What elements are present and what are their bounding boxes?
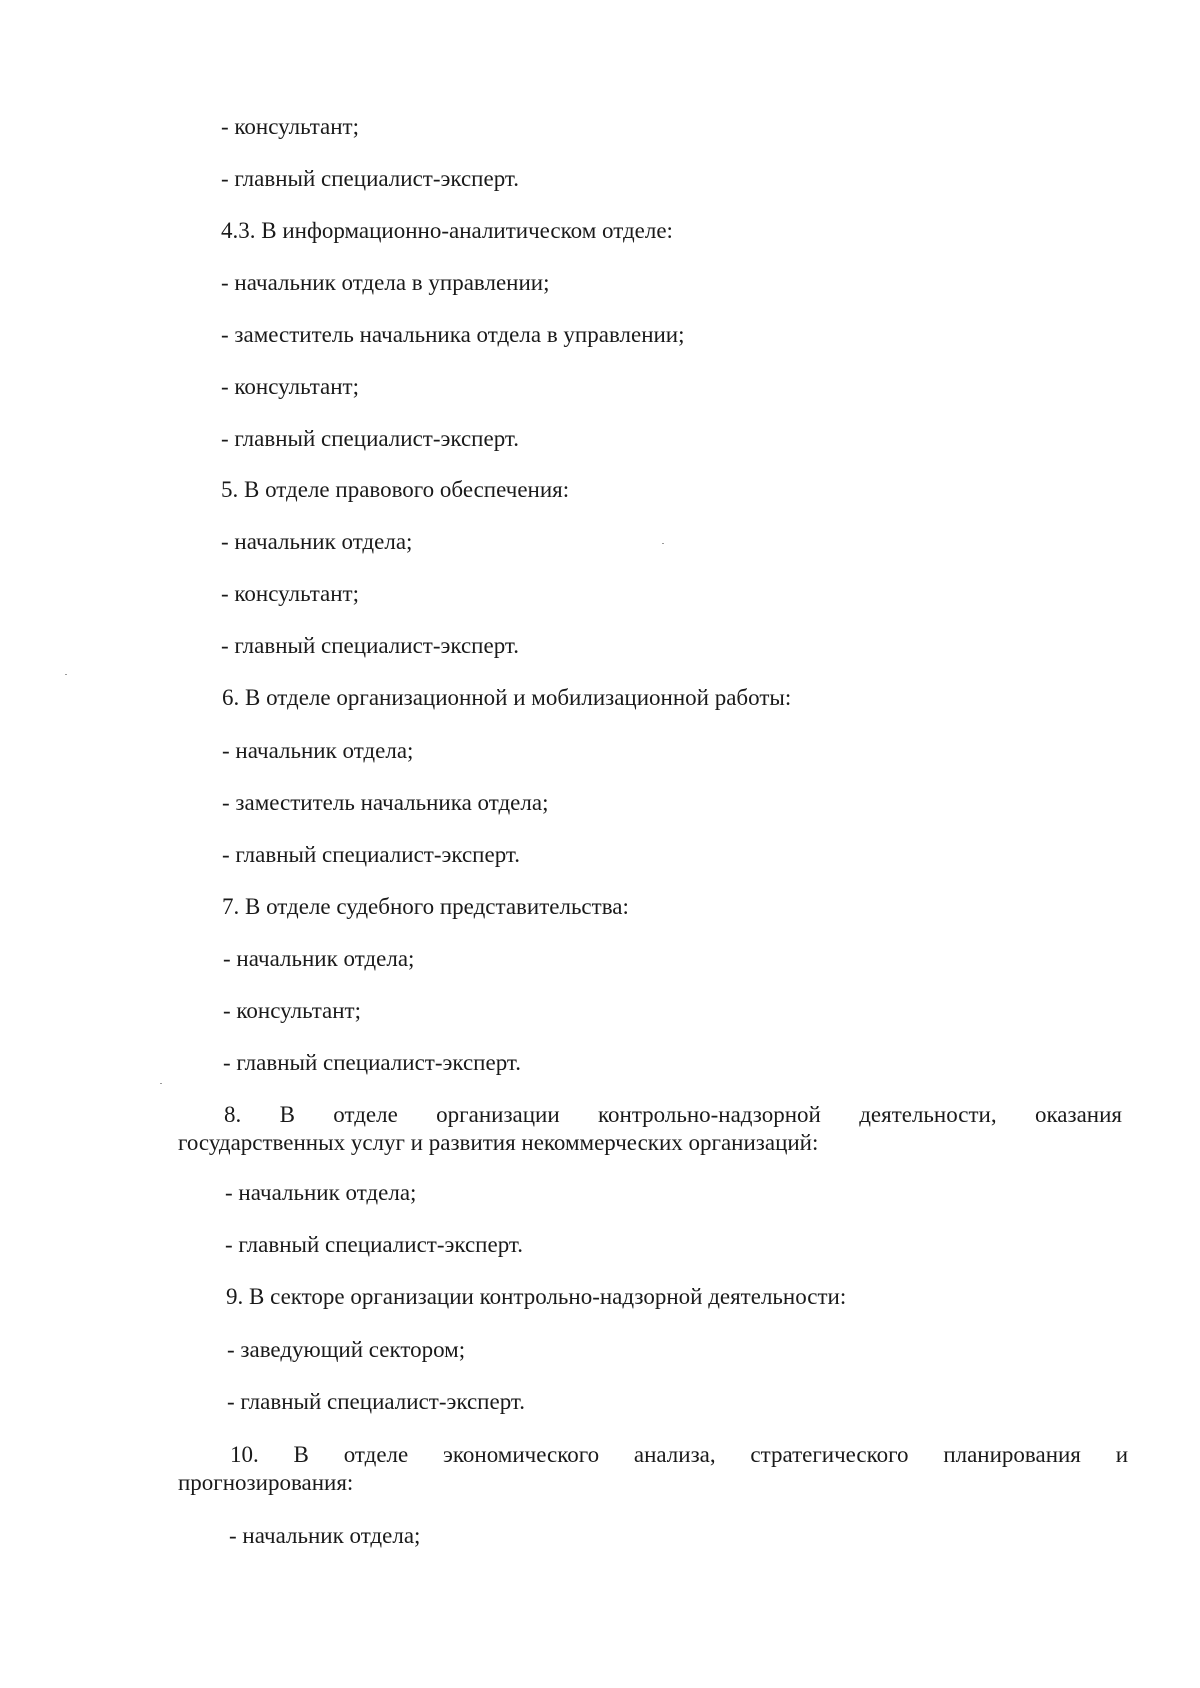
section-heading: 5. В отделе правового обеспечения:	[221, 477, 570, 502]
list-item: - начальник отдела;	[223, 946, 415, 971]
section-heading: 6. В отделе организационной и мобилизационной работы:	[222, 685, 792, 710]
list-item: - главный специалист-эксперт.	[222, 842, 520, 867]
list-item: - консультант;	[221, 114, 359, 139]
list-item: - начальник отдела;	[229, 1523, 421, 1548]
section-heading: 10. В отделе экономического анализа, стратегического планирования и	[230, 1442, 1128, 1467]
scan-speck	[662, 543, 664, 544]
scan-speck	[65, 674, 67, 675]
list-item: - консультант;	[221, 374, 359, 399]
list-item: - заместитель начальника отдела;	[222, 790, 549, 815]
list-item: - начальник отдела в управлении;	[221, 270, 550, 295]
list-item: - консультант;	[223, 998, 361, 1023]
list-item: - консультант;	[221, 581, 359, 606]
list-item: - главный специалист-эксперт.	[227, 1389, 525, 1414]
section-heading-continuation: прогнозирования:	[178, 1470, 354, 1495]
list-item: - заместитель начальника отдела в управлении;	[221, 322, 685, 347]
list-item: - главный специалист-эксперт.	[225, 1232, 523, 1257]
section-heading: 4.3. В информационно-аналитическом отделе:	[221, 218, 673, 243]
list-item: - главный специалист-эксперт.	[221, 426, 519, 451]
section-heading-continuation: государственных услуг и развития некоммерческих организаций:	[178, 1130, 819, 1155]
list-item: - главный специалист-эксперт.	[221, 633, 519, 658]
section-heading: 7. В отделе судебного представительства:	[222, 894, 629, 919]
scan-speck	[160, 1083, 162, 1084]
list-item: - главный специалист-эксперт.	[223, 1050, 521, 1075]
section-heading: 9. В секторе организации контрольно-надзорной деятельности:	[226, 1284, 847, 1309]
list-item: - начальник отдела;	[225, 1180, 417, 1205]
list-item: - начальник отдела;	[221, 529, 413, 554]
list-item: - начальник отдела;	[222, 738, 414, 763]
list-item: - заведующий сектором;	[227, 1337, 466, 1362]
list-item: - главный специалист-эксперт.	[221, 166, 519, 191]
section-heading: 8. В отделе организации контрольно-надзорной деятельности, оказания	[224, 1102, 1122, 1127]
